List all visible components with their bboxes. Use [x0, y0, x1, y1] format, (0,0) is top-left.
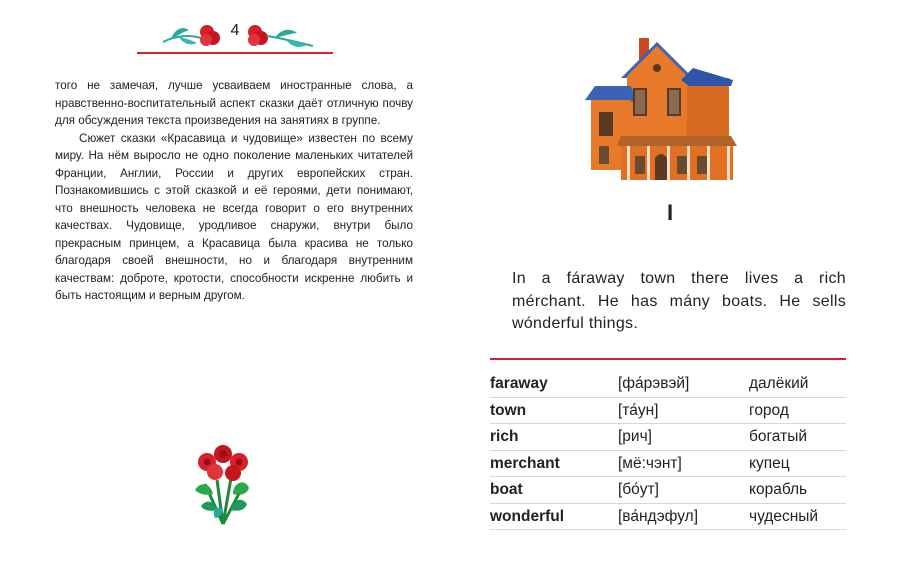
table-row: [490, 424, 846, 451]
vocab-word: faraway: [490, 375, 548, 392]
vocab-transcription: [фа́рэвэй]: [618, 375, 690, 392]
vocab-transcription: [бо́ут]: [618, 481, 659, 498]
paragraph: того не замечая, лучше усваиваем иностранные слова, а нравственно-воспитательный аспект сказки даёт отличную почву для обсуждения текста произведения на занятиях в группе.: [55, 79, 413, 127]
story-text: In a fáraway town there lives a rich mérchant. He has mány boats. He sells wónderful things.: [512, 270, 846, 332]
table-row: [490, 398, 846, 425]
vocab-translation: далёкий: [749, 375, 809, 392]
page-header: [137, 12, 333, 58]
vocab-translation: корабль: [749, 481, 808, 498]
vocab-word: merchant: [490, 454, 560, 472]
vocabulary-rule: [490, 358, 846, 360]
vocab-translation: город: [749, 401, 789, 419]
table-row: [490, 477, 846, 504]
table-row: [490, 504, 846, 531]
vocab-transcription: [ва́ндэфул]: [618, 507, 699, 525]
header-rule: [137, 52, 333, 54]
intro-text: [55, 77, 413, 305]
vocab-transcription: [та́ун]: [618, 401, 659, 419]
vocab-transcription: [мё:чэнт]: [618, 454, 682, 472]
vocab-word: boat: [490, 481, 523, 498]
right-page: [450, 0, 901, 588]
paragraph: Сюжет сказки «Красавица и чудовище» известен по всему миру. На нём выросло не одно поколение маленьких читателей Франции, Англии, России и других европейских стран. Познакомившись с этой сказкой и её героями, дети понимают, что внешность человека не всегда говорит о его внутренних качествах. Чудовище, уродливое снаружи, внутри было прекрасным принцем, а Красавица была красива не только благодаря своей внешности, но и благодаря внутренним качествам: доброте, кротости, способности искренне любить и быть настоящим и верным другом.: [55, 131, 413, 302]
flower-ornament-icon: [161, 16, 225, 50]
vocab-translation: богатый: [749, 428, 807, 445]
vocab-transcription: [рич]: [618, 428, 652, 445]
rose-bouquet-illustration: [187, 440, 259, 526]
left-page: [0, 0, 450, 588]
vocab-translation: купец: [749, 454, 790, 472]
chapter-numeral: I: [666, 200, 674, 225]
vocab-translation: чудесный: [749, 507, 819, 525]
vocab-word: rich: [490, 428, 519, 445]
vocab-word: town: [490, 401, 527, 419]
table-row: [490, 371, 846, 398]
page-number: 4: [230, 22, 240, 39]
table-row: [490, 451, 846, 478]
flower-ornament-icon: [245, 16, 315, 50]
vocabulary-table: [490, 371, 846, 530]
house-illustration: [581, 36, 741, 188]
vocab-word: wonderful: [490, 507, 565, 525]
